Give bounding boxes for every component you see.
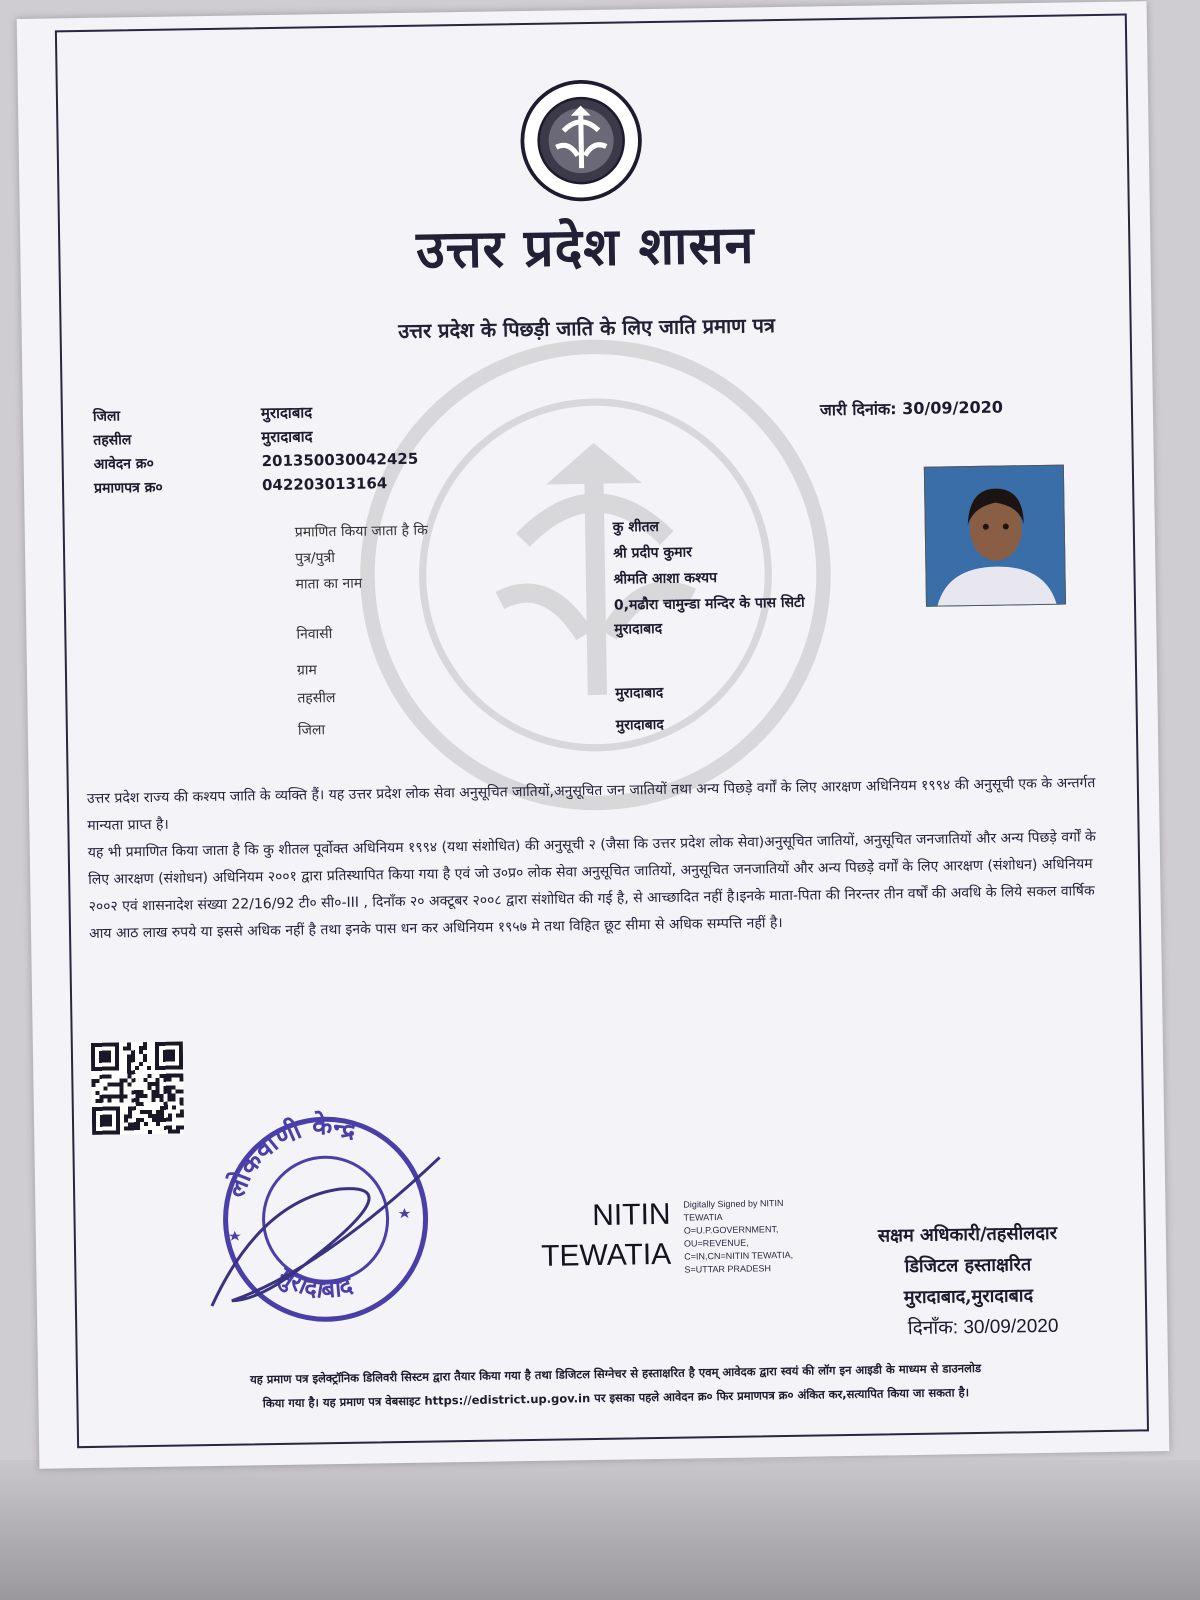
qr-code-icon	[91, 1041, 184, 1134]
certificate-body	[87, 770, 1099, 948]
mother-name: श्रीमति आशा कश्यप	[613, 570, 718, 588]
footer-line: किया गया है। यह प्रमाण पत्र वेबसाइट https://edistrict.up.gov.in पर इसका पहले आवेदन क्र० फिर प्रमाणपत्र क्र० अंकित कर,सत्यापित किया जा सकता है।	[262, 1385, 970, 1411]
meta-label: जिला	[92, 407, 121, 425]
officer-signed-note: डिजिटल हस्ताक्षरित	[904, 1254, 1032, 1278]
certificate-meta	[93, 399, 419, 500]
officer-designation: सक्षम अधिकारी/तहसीलदार	[877, 1222, 1058, 1247]
signature-detail-line: OU=REVENUE,	[683, 1237, 749, 1249]
government-title: उत्तर प्रदेश शासन	[415, 214, 755, 281]
meta-value: मुरादाबाद	[260, 403, 313, 423]
detail-label: निवासी	[296, 626, 333, 643]
applicant-photo	[924, 465, 1066, 607]
meta-label: आवेदन क्र०	[93, 455, 155, 473]
issue-date-value: 30/09/2020	[902, 397, 1004, 419]
father-name: श्री प्रदीप कुमार	[613, 544, 693, 562]
applicant-name: कु शीतल	[612, 518, 660, 536]
detail-label: जिला	[297, 722, 326, 739]
application-number: 201350030042425	[261, 449, 419, 471]
signer-last-name: TEWATIA	[540, 1237, 672, 1273]
office-stamp	[199, 1097, 453, 1331]
digital-signature-name	[540, 1195, 671, 1277]
certificate-page	[17, 1, 1170, 1469]
signature-detail-line: C=IN,CN=NITIN TEWATIA,	[684, 1249, 794, 1262]
district-value: मुरादाबाद	[615, 716, 664, 734]
stamp-text-bottom: मुरादाबाद	[273, 1260, 356, 1304]
digital-signature-details	[683, 1197, 793, 1277]
signature-detail-line: Digitally Signed by NITIN	[683, 1198, 784, 1210]
issuing-officer	[878, 1218, 1059, 1345]
issue-date-label: जारी दिनांक:	[819, 399, 897, 420]
applicant-details	[295, 515, 807, 749]
person-portrait-icon	[925, 466, 1066, 607]
signature-detail-line: TEWATIA	[683, 1212, 723, 1223]
meta-label: प्रमाणपत्र क्र०	[93, 479, 163, 497]
footer-line: यह प्रमाण पत्र इलेक्ट्रॉनिक डिलिवरी सिस्टम द्वारा तैयार किया गया है तथा डिजिटल सिग्नेचर से हस्ताक्षरित है एवम् आवेदक द्वारा स्वयं की लॉग इन आइडी के माध्यम से डाउनलोड	[249, 1360, 982, 1387]
address-value: 0,मढौरा चामुन्डा मन्दिर के पास सिटी	[613, 594, 805, 614]
detail-label: माता का नाम	[295, 575, 363, 593]
signer-first-name: NITIN	[591, 1197, 671, 1233]
detail-label: ग्राम	[296, 662, 317, 679]
officer-date: दिनाँक: 30/09/2020	[907, 1315, 1059, 1340]
stamp-text-top: लोकवाणी केन्द्र	[220, 1110, 360, 1202]
tehsil-value: मुरादाबाद	[615, 684, 664, 702]
meta-value: मुरादाबाद	[261, 427, 313, 447]
meta-label: तहसील	[93, 431, 132, 449]
certificate-number: 042203013164	[261, 474, 388, 495]
certificate-subtitle: उत्तर प्रदेश के पिछड़ी जाति के लिए जाति प्रमाण पत्र	[398, 313, 776, 344]
up-government-emblem-icon	[518, 77, 645, 204]
signature-detail-line: S=UTTAR PRADESH	[684, 1263, 772, 1275]
background-surface	[0, 1460, 1200, 1600]
issue-date	[820, 396, 1003, 421]
resident-value: मुरादाबाद	[614, 620, 663, 638]
detail-label: पुत्र/पुत्री	[295, 550, 336, 567]
detail-label: प्रमाणित किया जाता है कि	[294, 522, 428, 541]
body-paragraph-income: यह भी प्रमाणित किया जाता है कि कु शीतल पूर्वोक्त अधिनियम १९९४ (यथा संशोधित) की अनुसूची २ (जैसा कि उत्तर प्रदेश लोक सेवा)अनुसूचित जातियों, अनुसूचित जनजातियों और अन्य पिछड़े वर्गों के लिए आरक्षण (संशोधन) अधिनियम २००१ द्वारा प्रतिस्थापित किया गया है एवं जो उ०प्र० लोक सेवा अनुसूचित जातियों, अनुसूचित जनजातियों और अन्य पिछड़े वर्गों के लिए आरक्षण (संशोधन) अधिनियम २००२ एवं शासनादेश संख्या 22/16/92 टी० सी०-III , दिनाँक २० अक्टूबर २००८ द्वारा संशोधित की गई है, से आच्छादित नहीं है।इनके माता-पिता की निरन्तर तीन वर्षों की अवधि के लिये सकल वार्षिक आय आठ लाख रुपये या इससे अधिक नहीं है तथा इनके पास धन कर अधिनियम १९५७ मे तथा विहित छूट सीमा से अधिक सम्पत्ति नहीं है।	[87, 829, 1096, 942]
detail-label: तहसील	[297, 690, 336, 707]
officer-place: मुरादाबाद,मुरादाबाद	[903, 1285, 1034, 1309]
body-paragraph-caste: उत्तर प्रदेश राज्य की कश्यप जाति के व्यक्ति हैं। यह उत्तर प्रदेश लोक सेवा अनुसूचित जातियों,अनुसूचित जन जातियों तथा अन्य पिछड़े वर्गों के लिए आरक्षण अधिनियम १९९४ की अनुसूची एक के अन्तर्गत मान्यता प्राप्त है।	[86, 775, 1096, 834]
meta-row-certificate	[94, 471, 419, 500]
signature-detail-line: O=U.P.GOVERNMENT,	[683, 1224, 779, 1236]
